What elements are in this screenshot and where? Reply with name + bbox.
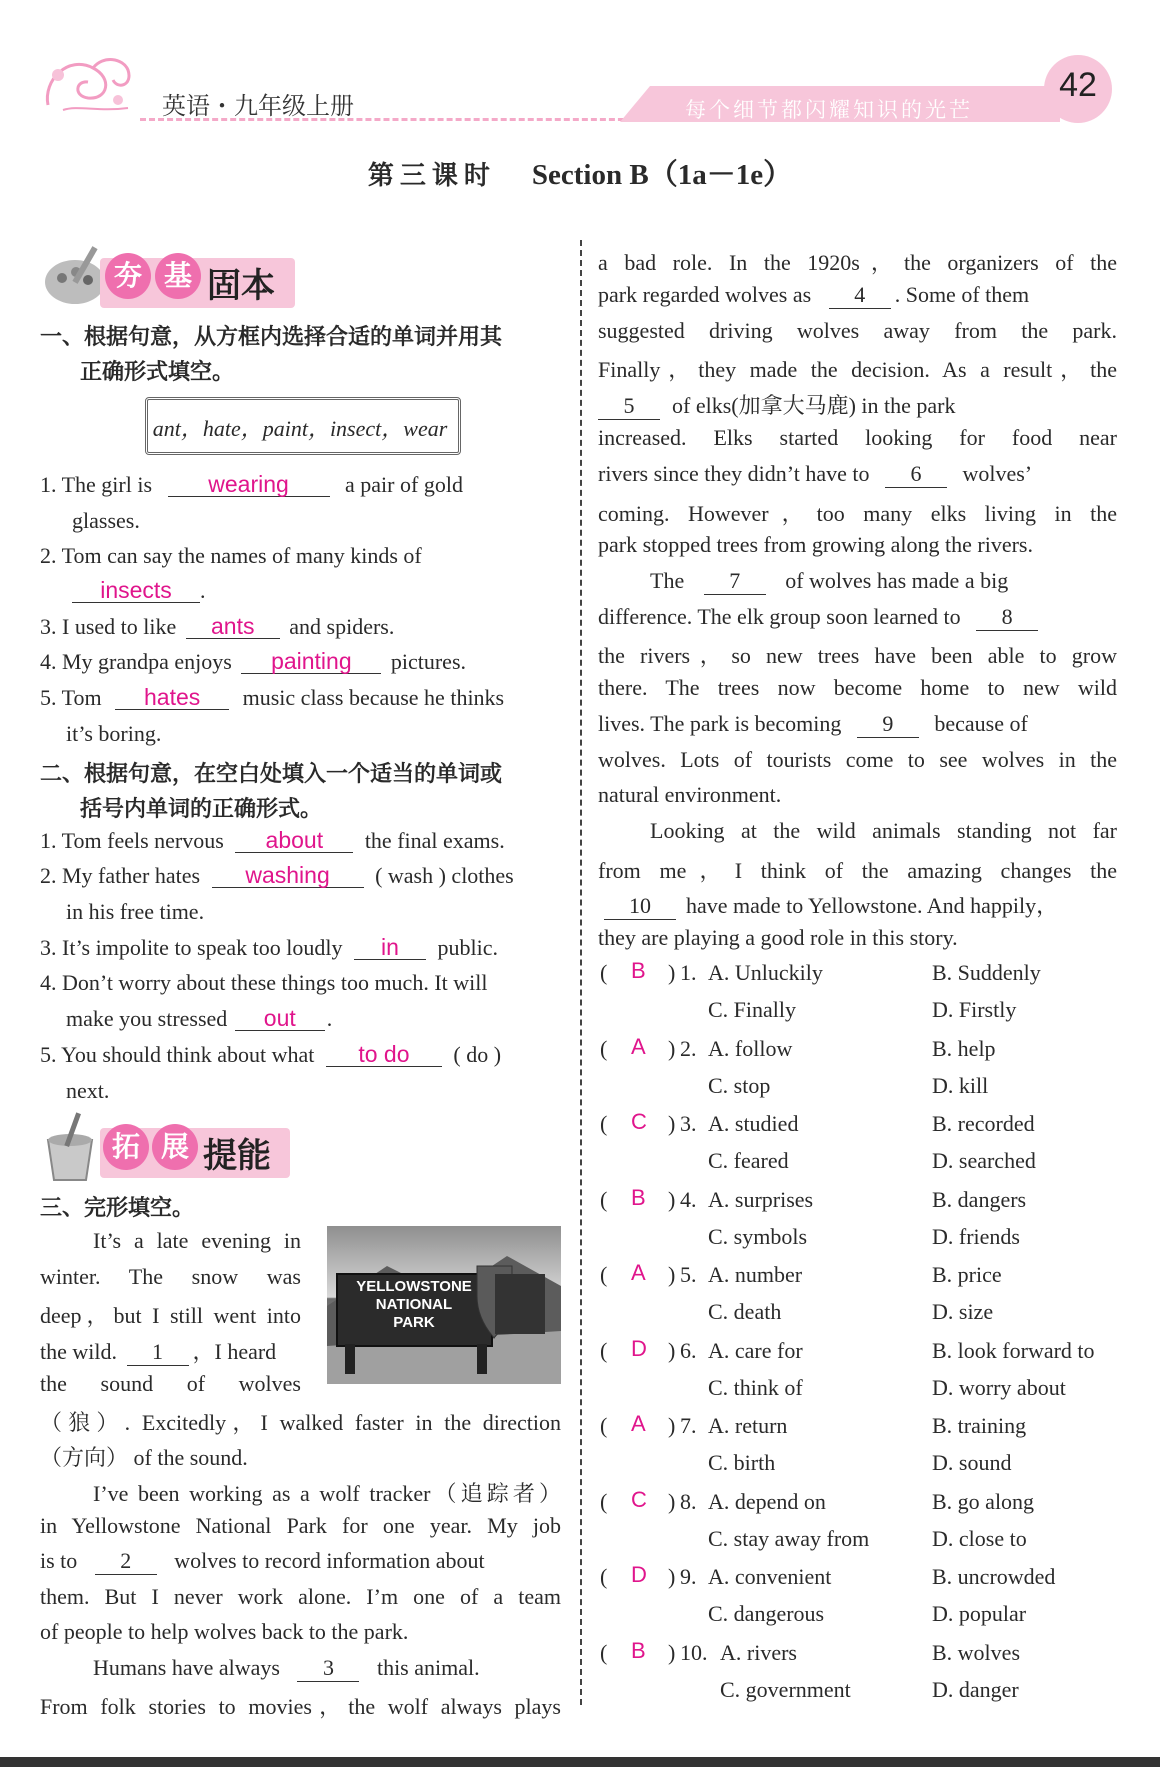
choice-paren: (: [600, 960, 608, 985]
floral-ornament-icon: [38, 50, 138, 120]
bottom-bar: [0, 1757, 1160, 1767]
passage-line-blank9: [598, 711, 1117, 738]
extend-badge-2: 展: [152, 1124, 198, 1170]
passage-text: wolves’: [962, 461, 1033, 486]
p2-q5-cont: next.: [66, 1078, 110, 1103]
choice-option-c: C. birth: [708, 1450, 776, 1475]
p2-q1-end: the final exams.: [364, 828, 505, 853]
part1-instruction-2: 正确形式填空。: [80, 360, 235, 385]
passage-line: from me，I think of the amazing changes the: [598, 858, 1117, 883]
p2-q4: 4. Don’t worry about these things too much. It will: [40, 970, 488, 995]
p1-q5-text: 5. Tom: [40, 685, 102, 710]
passage-line: natural environment.: [598, 782, 782, 807]
choice-paren-close: ): [668, 1111, 676, 1136]
choice-option-a: A. return: [708, 1413, 788, 1438]
part3-instruction: 三、完形填空。: [40, 1196, 195, 1221]
choice-option-b: B. go along: [932, 1489, 1035, 1514]
choice-number: 6.: [680, 1338, 697, 1363]
lesson-title-cn: 第三课时: [367, 161, 496, 191]
paint-bucket-icon: [40, 1110, 100, 1185]
choice-paren: (: [600, 1036, 608, 1061]
page-number: 42: [1059, 66, 1097, 104]
passage-line: （狼）. Excitedly，I walked faster in the direction: [40, 1410, 561, 1435]
blank-9: 9: [857, 711, 919, 738]
passage-line-blank6: [598, 461, 1117, 488]
p1-q4: [40, 649, 466, 675]
choice-option-c: C. stop: [708, 1073, 771, 1098]
section-label: 固本: [207, 266, 275, 306]
choice-option-a: A. follow: [708, 1036, 793, 1061]
choice-answer: D: [631, 1336, 647, 1361]
passage-line: deep，but I still went into: [40, 1303, 301, 1328]
p2-q2-text: 2. My father hates: [40, 863, 201, 888]
p1-q1-text-b: a pair of gold: [345, 472, 463, 497]
sign-line-2: NATIONAL: [375, 1296, 453, 1313]
passage-line: the rivers，so new trees have been able to grow: [598, 643, 1117, 668]
p1-q5-text-b: music class because he thinks: [242, 685, 505, 710]
header-dashed-line: [140, 118, 660, 121]
choice-paren-close: ): [668, 960, 676, 985]
p1-q1-text: 1. The girl is: [40, 472, 153, 497]
passage-line: From folk stories to movies，the wolf always plays: [40, 1694, 561, 1719]
passage-text: The: [650, 568, 685, 593]
passage-text: wolves to record information about: [174, 1548, 485, 1573]
choice-option-c: C. symbols: [708, 1224, 808, 1249]
choice-paren: (: [600, 1111, 608, 1136]
choice-option-b: B. dangers: [932, 1187, 1027, 1212]
blank-1: 1: [127, 1339, 189, 1366]
p1-q4-answer: painting: [241, 649, 381, 674]
choice-option-b: B. help: [932, 1036, 996, 1061]
passage-text: the wild.: [40, 1339, 117, 1364]
part1-instruction-1: 一、根据句意，从方框内选择合适的单词并用其: [40, 325, 503, 350]
passage-line-blank1: [40, 1335, 301, 1366]
passage-line: park stopped trees from growing along the rivers.: [598, 532, 1033, 557]
p2-q1-answer: about: [235, 828, 353, 853]
choice-option-a: A. number: [708, 1262, 803, 1287]
p2-q3-answer: in: [354, 935, 426, 960]
passage-line-blank4: [598, 282, 1117, 309]
choice-option-b: B. training: [932, 1413, 1027, 1438]
passage-text: difference. The elk group soon learned to: [598, 604, 961, 629]
p2-q2-answer: washing: [212, 863, 364, 888]
passage-line-blank7: [650, 568, 1117, 595]
passage-line: of people to help wolves back to the park.: [40, 1619, 409, 1644]
choice-option-c: C. dangerous: [708, 1601, 825, 1626]
p2-q4-text-b: make you stressed: [66, 1006, 228, 1031]
choice-option-c: C. death: [708, 1299, 782, 1324]
choice-option-a: A. rivers: [720, 1640, 797, 1665]
choice-answer: B: [631, 1185, 646, 1210]
passage-text: of wolves has made a big: [785, 568, 1009, 593]
choice-paren: (: [600, 1338, 608, 1363]
choice-paren: (: [600, 1187, 608, 1212]
choice-option-a: A. convenient: [708, 1564, 832, 1589]
extend-badge-1: 拓: [103, 1124, 149, 1170]
blank-7: 7: [704, 568, 766, 595]
passage-line-blank8: [598, 604, 1117, 631]
passage-text: ，I heard: [192, 1339, 277, 1364]
p1-q3-text: 3. I used to like: [40, 614, 177, 639]
passage-line: wolves. Lots of tourists come to see wolves in the: [598, 747, 1117, 772]
choice-option-b: B. recorded: [932, 1111, 1035, 1136]
choice-option-a: A. studied: [708, 1111, 799, 1136]
p2-q4-end: .: [326, 1006, 333, 1031]
choice-paren-close: ): [668, 1564, 676, 1589]
p2-q4-answer: out: [235, 1006, 325, 1031]
p1-q3-end: and spiders.: [289, 614, 395, 639]
passage-line: winter. The snow was: [40, 1264, 301, 1289]
passage-line: suggested driving wolves away from the park.: [598, 318, 1117, 343]
header-slogan: 每个细节都闪耀知识的光芒: [685, 98, 973, 122]
choice-option-d: D. popular: [932, 1601, 1027, 1626]
blank-5: 5: [598, 393, 660, 420]
choice-paren-close: ): [668, 1036, 676, 1061]
passage-line-blank3: [93, 1655, 561, 1682]
passage-line: there. The trees now become home to new wild: [598, 675, 1117, 700]
p2-q3-end: public.: [437, 935, 498, 960]
choice-answer: B: [631, 958, 646, 983]
choice-number: 5.: [680, 1262, 697, 1287]
choice-option-a: A. Unluckily: [708, 960, 823, 985]
choice-paren: (: [600, 1640, 608, 1665]
lesson-title: [0, 152, 1160, 193]
choice-paren-close: ): [668, 1640, 676, 1665]
passage-line: increased. Elks started looking for food near: [598, 425, 1117, 450]
passage-line-blank5: [598, 389, 1117, 420]
passage-text: park regarded wolves as: [598, 282, 812, 307]
passage-line: in Yellowstone National Park for one year. My job: [40, 1513, 561, 1538]
choice-paren-close: ): [668, 1338, 676, 1363]
badge-circle-2: 基: [155, 253, 201, 299]
passage-line: I’ve been working as a wolf tracker（追踪者）: [93, 1481, 561, 1506]
passage-line: them. But I never work alone. I’m one of a team: [40, 1584, 561, 1609]
choice-paren-close: ): [668, 1489, 676, 1514]
choice-answer: C: [631, 1109, 647, 1134]
passage-line: coming. However，too many elks living in the: [598, 501, 1117, 526]
choice-option-d: D. Firstly: [932, 997, 1017, 1022]
blank-3: 3: [297, 1655, 359, 1682]
passage-line-blank2: [40, 1548, 561, 1575]
p1-q2: 2. Tom can say the names of many kinds of: [40, 543, 422, 568]
blank-2: 2: [95, 1548, 157, 1575]
passage-line: （方向） of the sound.: [40, 1445, 248, 1470]
choice-option-c: C. feared: [708, 1148, 789, 1173]
choice-option-b: B. price: [932, 1262, 1002, 1287]
choice-option-b: B. look forward to: [932, 1338, 1095, 1363]
p2-q5: [40, 1042, 501, 1068]
passage-text: Humans have always: [93, 1655, 280, 1680]
choice-option-c: C. stay away from: [708, 1526, 870, 1551]
choice-option-d: D. kill: [932, 1073, 989, 1098]
choice-answer: C: [631, 1487, 647, 1512]
choice-option-c: C. government: [720, 1677, 851, 1702]
p1-q4-text: 4. My grandpa enjoys: [40, 649, 232, 674]
badge-circle-1: 夯: [105, 253, 151, 299]
choice-paren: (: [600, 1413, 608, 1438]
p2-q1: [40, 828, 505, 854]
p1-q3-answer: ants: [186, 614, 280, 639]
p2-q5-hint: ( do ): [453, 1042, 502, 1067]
p1-q1-answer: wearing: [168, 472, 330, 497]
choice-paren: (: [600, 1489, 608, 1514]
passage-line: a bad role. In the 1920s，the organizers of the: [598, 250, 1117, 275]
choice-option-d: D. worry about: [932, 1375, 1066, 1400]
passage-text: is to: [40, 1548, 78, 1573]
choice-option-d: D. size: [932, 1299, 994, 1324]
p2-q5-answer: to do: [326, 1042, 442, 1067]
choice-option-b: B. wolves: [932, 1640, 1020, 1665]
choice-number: 8.: [680, 1489, 697, 1514]
p2-q2-hint: ( wash ) clothes: [375, 863, 514, 888]
choice-answer: B: [631, 1638, 646, 1663]
choice-number: 7.: [680, 1413, 697, 1438]
passage-line: the sound of wolves: [40, 1371, 301, 1396]
part2-instruction-2: 括号内单词的正确形式。: [80, 797, 323, 822]
yellowstone-photo: [327, 1226, 561, 1384]
choice-option-d: D. close to: [932, 1526, 1027, 1551]
book-title: 英语・九年级上册: [162, 92, 354, 120]
choice-option-d: D. sound: [932, 1450, 1012, 1475]
choice-answer: D: [631, 1562, 647, 1587]
choice-paren: (: [600, 1564, 608, 1589]
choice-number: 9.: [680, 1564, 697, 1589]
passage-line-blank10: [598, 889, 1117, 920]
passage-text: have made to Yellowstone. And happily，: [686, 893, 1059, 918]
p2-q3-text: 3. It’s impolite to speak too loudly: [40, 935, 343, 960]
passage-line: Looking at the wild animals standing not far: [650, 818, 1117, 843]
part2-instruction-1: 二、根据句意，在空白处填入一个适当的单词或: [40, 762, 503, 787]
blank-4: 4: [829, 282, 891, 309]
p1-q3: [40, 614, 394, 640]
p1-q1: [40, 472, 560, 498]
choice-answer: A: [631, 1260, 646, 1285]
passage-line: Finally，they made the decision. As a result，the: [598, 357, 1117, 382]
word-box-text: ant，hate，paint，insect，wear: [152, 416, 448, 441]
choice-answer: A: [631, 1034, 646, 1059]
p1-q2-end: .: [200, 578, 206, 603]
choice-option-d: D. searched: [932, 1148, 1036, 1173]
passage-line: they are playing a good role in this story.: [598, 925, 958, 950]
p2-q2: [40, 863, 514, 889]
blank-8: 8: [976, 604, 1038, 631]
p2-q5-text: 5. You should think about what: [40, 1042, 315, 1067]
p1-q5: [40, 685, 504, 711]
choice-option-d: D. danger: [932, 1677, 1019, 1702]
choice-option-d: D. friends: [932, 1224, 1020, 1249]
choice-number: 3.: [680, 1111, 697, 1136]
p1-q2-cont: [72, 578, 206, 604]
p1-q5-answer: hates: [115, 685, 229, 710]
choice-answer: A: [631, 1411, 646, 1436]
choice-option-b: B. Suddenly: [932, 960, 1041, 985]
column-divider: [580, 240, 582, 1705]
choice-option-c: C. Finally: [708, 997, 797, 1022]
p2-q1-text: 1. Tom feels nervous: [40, 828, 224, 853]
sign-line-1: YELLOWSTONE: [356, 1278, 472, 1295]
choice-option-c: C. think of: [708, 1375, 803, 1400]
passage-line: It’s a late evening in: [93, 1228, 301, 1253]
blank-6: 6: [885, 461, 947, 488]
p1-q1-cont: glasses.: [72, 508, 140, 533]
passage-text: this animal.: [376, 1655, 480, 1680]
choice-option-a: A. depend on: [708, 1489, 826, 1514]
choice-paren-close: ): [668, 1187, 676, 1212]
choice-paren-close: ): [668, 1262, 676, 1287]
p2-q2-cont: in his free time.: [66, 899, 205, 924]
blank-10: 10: [604, 893, 676, 920]
extend-label: 提能: [203, 1136, 271, 1176]
passage-text: lives. The park is becoming: [598, 711, 842, 736]
choice-number: 1.: [680, 960, 697, 985]
choice-number: 4.: [680, 1187, 697, 1212]
passage-text: rivers since they didn’t have to: [598, 461, 870, 486]
p1-q4-end: pictures.: [390, 649, 467, 674]
choice-option-b: B. uncrowded: [932, 1564, 1056, 1589]
choice-number: 10.: [680, 1640, 708, 1665]
passage-text: because of: [934, 711, 1028, 736]
choice-paren-close: ): [668, 1413, 676, 1438]
p2-q4-cont: [66, 1006, 332, 1032]
choice-option-a: A. surprises: [708, 1187, 814, 1212]
choice-paren: (: [600, 1262, 608, 1287]
choice-number: 2.: [680, 1036, 697, 1061]
p1-q2-answer: insects: [72, 578, 200, 603]
sign-line-3: PARK: [393, 1314, 435, 1331]
p1-q5-cont: it’s boring.: [66, 721, 162, 746]
lesson-title-en: Section B（1a－1e）: [531, 159, 793, 191]
choice-option-a: A. care for: [708, 1338, 803, 1363]
p2-q3: [40, 935, 498, 961]
passage-text: . Some of them: [894, 282, 1030, 307]
passage-text: of elks(加拿大马鹿) in the park: [672, 393, 956, 418]
